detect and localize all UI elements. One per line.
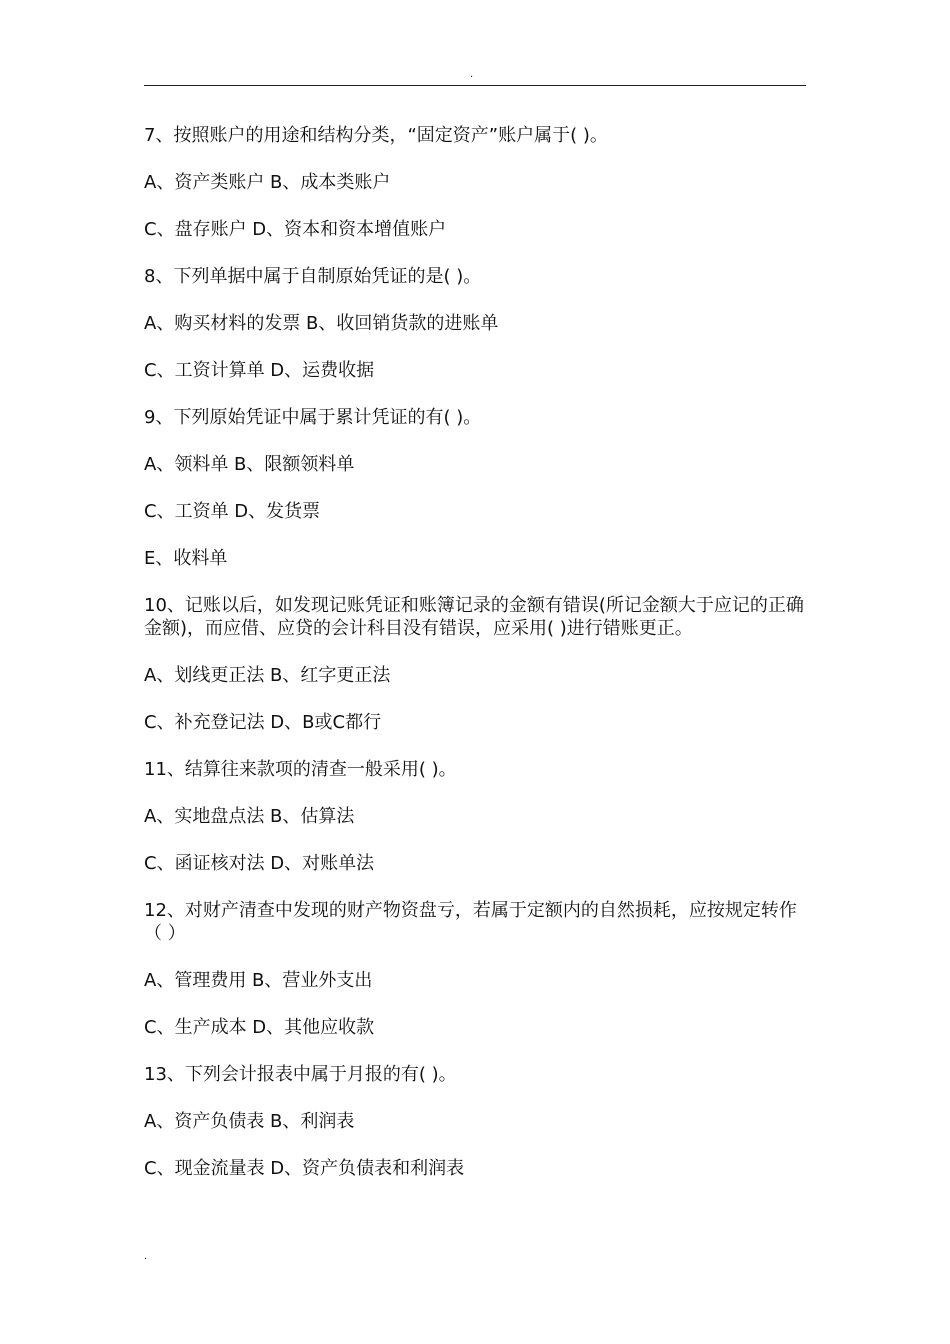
- question-11-options-ab: A、实地盘点法 B、估算法: [144, 806, 355, 827]
- question-9-options-cd: C、工资单 D、发货票: [144, 501, 321, 522]
- question-7-options-ab: A、资产类账户 B、成本类账户: [144, 172, 391, 193]
- question-10-options-ab: A、划线更正法 B、红字更正法: [144, 665, 391, 686]
- question-7-options-cd: C、盘存账户 D、资本和资本增值账户: [144, 219, 447, 240]
- question-8-options-cd: C、工资计算单 D、运费收据: [144, 360, 375, 381]
- question-9: 9、下列原始凭证中属于累计凭证的有( )。: [144, 407, 482, 428]
- header-mark: .: [470, 69, 474, 80]
- question-12: 12、对财产清查中发现的财产物资盘亏，若属于定额内的自然损耗，应按规定转作（ ）: [144, 900, 797, 944]
- question-13: 13、下列会计报表中属于月报的有( )。: [144, 1064, 457, 1085]
- question-7: 7、按照账户的用途和结构分类，“固定资产”账户属于( )。: [144, 125, 608, 146]
- question-13-options-ab: A、资产负债表 B、利润表: [144, 1111, 355, 1132]
- footer-mark: .: [144, 1251, 148, 1262]
- question-9-option-e: E、收料单: [144, 548, 228, 569]
- question-12-options-cd: C、生产成本 D、其他应收款: [144, 1017, 375, 1038]
- question-10-options-cd: C、补充登记法 D、B或C都行: [144, 712, 382, 733]
- question-8: 8、下列单据中属于自制原始凭证的是( )。: [144, 266, 482, 287]
- question-13-options-cd: C、现金流量表 D、资产负债表和利润表: [144, 1158, 465, 1179]
- question-11-options-cd: C、函证核对法 D、对账单法: [144, 853, 375, 874]
- document-body: [144, 124, 812, 1204]
- question-11: 11、结算往来款项的清查一般采用( )。: [144, 759, 457, 780]
- question-12-options-ab: A、管理费用 B、营业外支出: [144, 970, 373, 991]
- header-rule: [144, 85, 806, 86]
- question-9-options-ab: A、领料单 B、限额领料单: [144, 454, 355, 475]
- question-8-options-ab: A、购买材料的发票 B、收回销货款的进账单: [144, 313, 499, 334]
- question-10: 10、记账以后，如发现记账凭证和账簿记录的金额有错误(所记金额大于应记的正确金额)，而应借、应贷的会计科目没有错误，应采用( )进行错账更正。: [144, 595, 804, 639]
